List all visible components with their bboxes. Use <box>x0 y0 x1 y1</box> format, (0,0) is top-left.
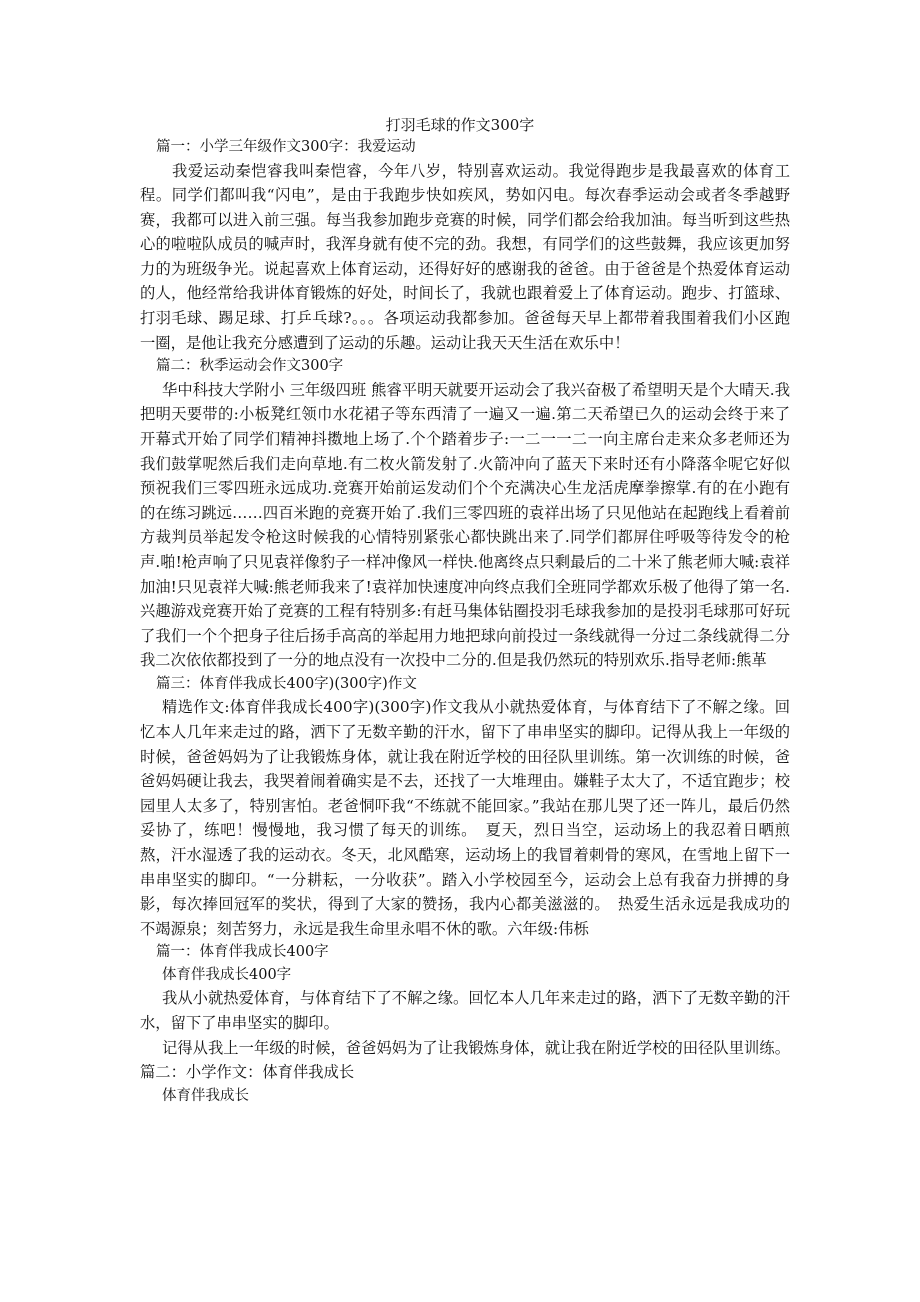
document-body <box>140 136 790 1107</box>
document-title: 打羽毛球的作文300字 <box>385 116 535 134</box>
section-subtitle: 体育伴我成长400字 <box>162 966 292 983</box>
section-heading: 篇一：体育伴我成长400字 <box>156 944 329 961</box>
body-paragraph: 我从小就热爱体育，与体育结下了不解之缘。回忆本人几年来走过的路，洒下了无数辛勤的汗水，留下了串串坚实的脚印。 <box>140 989 790 1032</box>
body-paragraph: 精选作文:体育伴我成长400字)(300字)作文我从小就热爱体育，与体育结下了不解之缘。回忆本人几年来走过的路，洒下了无数辛勤的汗水，留下了串串坚实的脚印。记得从我上一年级的时候，爸爸妈妈为了让我锻炼身体，就让我在附近学校的田径队里训练。第一次训练的时候，爸爸妈妈硬让我去，我哭着闹着确实是不去，还找了一大堆理由。嫌鞋子太大了，不适宜跑步；校园里人太多了，特别害怕。老爸恫吓我“不练就不能回家。”我站在那儿哭了还一阵儿，最后仍然妥协了，练吧！慢慢地，我习惯了每天的训练。 夏天，烈日当空，运动场上的我忍着日晒煎熬，汗水湿透了我的运动衣。冬天，北风酷寒，运动场上的我冒着刺骨的寒风，在雪地上留下一串串坚实的脚印。“一分耕耘，一分收获”。踏入小学校园至今，运动会上总有我奋力拼搏的身影，每次捧回冠军的奖状，得到了大家的赞扬，我内心都美滋滋的。 热爱生活永远是我成功的不竭源泉；刻苦努力，永远是我生命里永唱不休的歌。六年级:伟栎 <box>140 698 790 938</box>
section-heading: 篇二：秋季运动会作文300字 <box>156 358 344 375</box>
body-paragraph: 记得从我上一年级的时候，爸爸妈妈为了让我锻炼身体，就让我在附近学校的田径队里训练。篇二：小学作文：体育伴我成长 <box>140 1038 790 1082</box>
body-paragraph: 华中科技大学附小 三年级四班 熊睿平明天就要开运动会了我兴奋极了希望明天是个大晴天.我把明天要带的:小板凳红领巾水花裙子等东西清了一遍又一遍.第二天希望已久的运动会终于来了开幕式开始了同学们精神抖擞地上场了.个个踏着步子:一二一一二一向主席台走来众多老师还为我们鼓掌呢然后我们走向草地.有二枚火箭发射了.火箭冲向了蓝天下来时还有小降落伞呢它好似预祝我们三零四班永远成功.竞赛开始前运发动们个个充满决心生龙活虎摩拳擦掌.有的在小跑有的在练习跳远……四百米跑的竞赛开始了.我们三零四班的袁祥出场了只见他站在起跑线上看着前方裁判员举起发令枪这时候我的心情特别紧张心都快跳出来了.同学们都屏住呼吸等待发令的枪声.啪!枪声响了只见袁祥像豹子一样冲像风一样快.他离终点只剩最后的二十米了熊老师大喊:袁祥加油!只见袁祥大喊:熊老师我来了!袁祥加快速度冲向终点我们全班同学都欢乐极了他得了第一名.兴趣游戏竞赛开始了竞赛的工程有特别多:有赶马集体钻圈投羽毛球我参加的是投羽毛球那可好玩了我们一个个把身子往后扬手高高的举起用力地把球向前投过一条线就得一分过二条线就得二分我二次依依都投到了一分的地点没有一次投中二分的.但是我仍然玩的特别欢乐.指导老师:熊革 <box>140 380 790 670</box>
section-subtitle: 体育伴我成长 <box>162 1087 249 1104</box>
section-heading: 篇一：小学三年级作文300字：我爱运动 <box>156 139 416 155</box>
body-paragraph: 我爱运动秦恺睿我叫秦恺睿，今年八岁，特别喜欢运动。我觉得跑步是我最喜欢的体育工程。同学们都叫我“闪电”，是由于我跑步快如疾风，势如闪电。每次春季运动会或者冬季越野赛，我都可以进入前三强。每当我参加跑步竞赛的时候，同学们都会给我加油。每当听到这些热心的啦啦队成员的喊声时，我浑身就有使不完的劲。我想，有同学们的这些鼓舞，我应该更加努力的为班级争光。说起喜欢上体育运动，还得好好的感谢我的爸爸。由于爸爸是个热爱体育运动的人，他经常给我讲体育锻炼的好处，时间长了，我就也跟着爱上了体育运动。跑步、打篮球、打羽毛球、踢足球、打乒乓球?。。。各项运动我都参加。爸爸每天早上都带着我围着我们小区跑一圈，是他让我充分感遭到了运动的乐趣。运动让我天天生活在欢乐中！ <box>140 161 790 352</box>
section-heading: 篇三：体育伴我成长400字)(300字)作文 <box>156 675 417 692</box>
